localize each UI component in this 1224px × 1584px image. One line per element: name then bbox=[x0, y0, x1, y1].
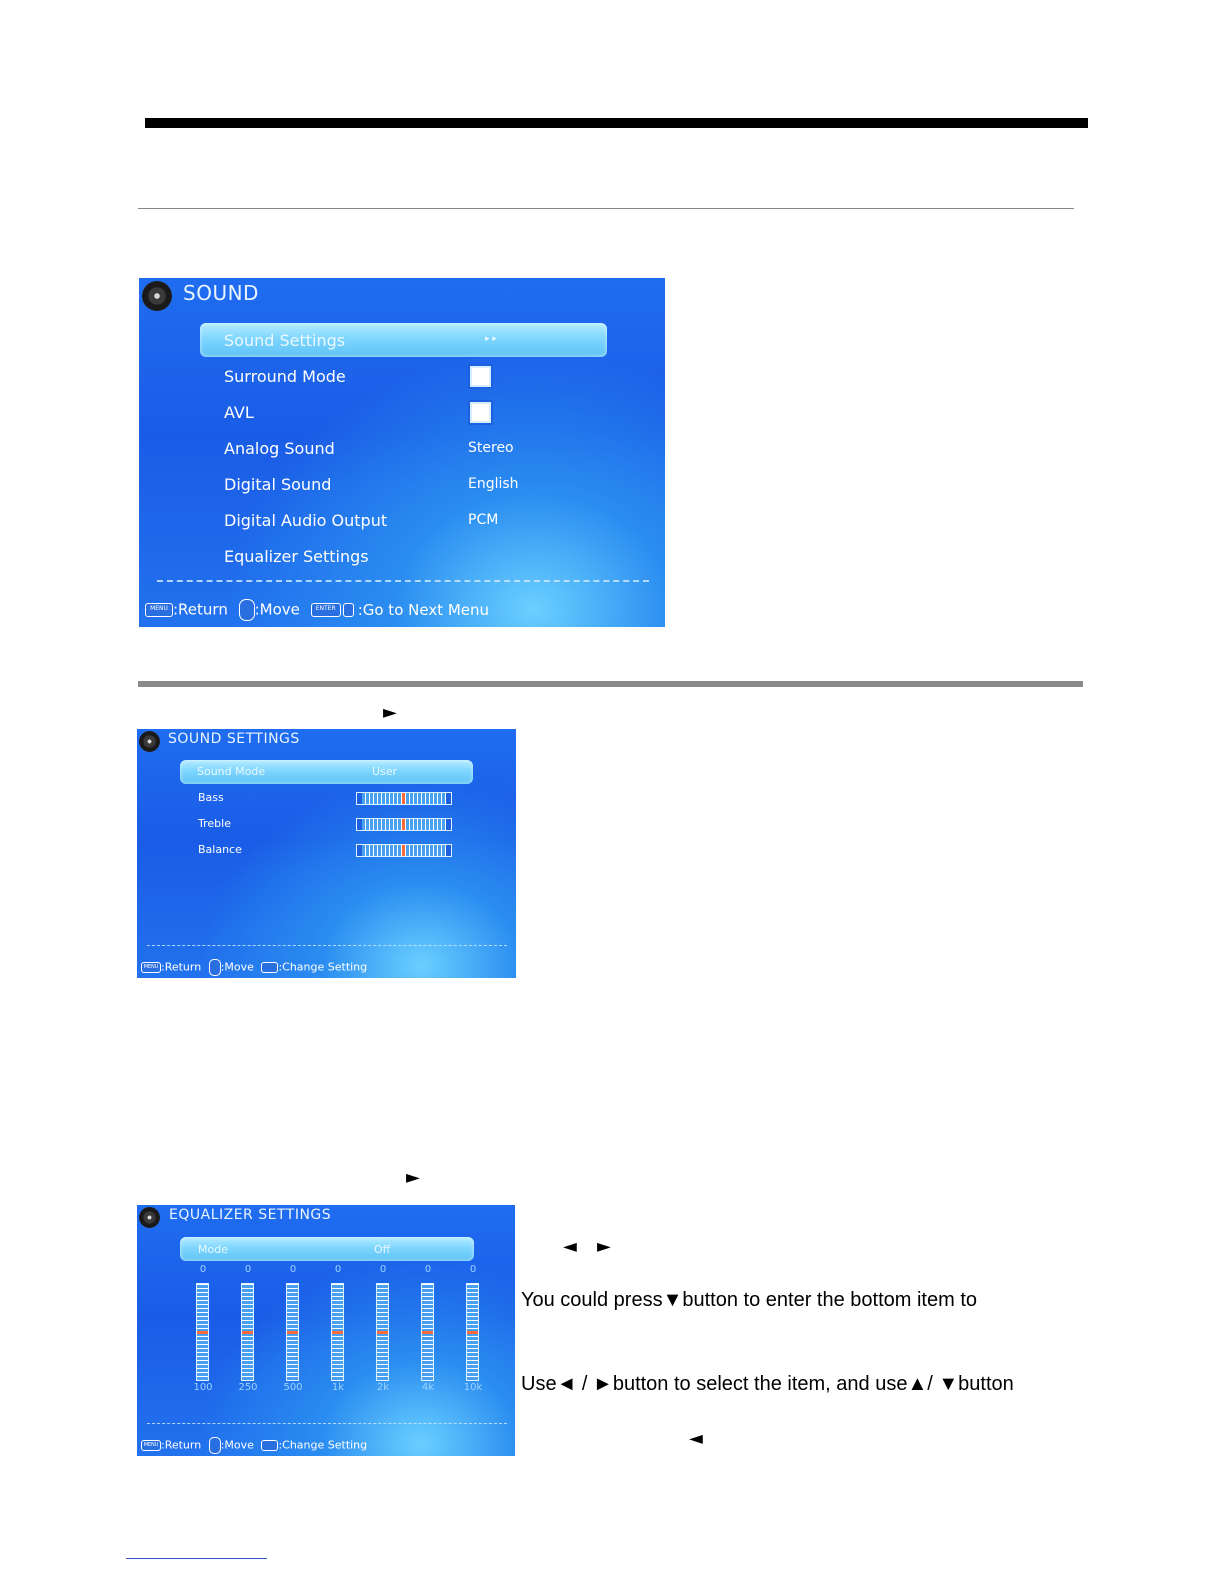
eq-band-knob[interactable] bbox=[377, 1331, 388, 1334]
menu-item-digital-audio-output[interactable]: Digital Audio Output bbox=[224, 511, 388, 530]
menu-key-icon: MENU bbox=[145, 603, 173, 617]
eq-band-knob[interactable] bbox=[242, 1331, 253, 1334]
footnote-rule bbox=[126, 1558, 267, 1559]
eq-band-frequency: 250 bbox=[238, 1382, 258, 1393]
up-down-key-icon bbox=[209, 959, 221, 976]
slider-left-end bbox=[357, 793, 362, 804]
eq-band-value: 0 bbox=[289, 1264, 297, 1275]
eq-band-slider[interactable] bbox=[241, 1283, 254, 1381]
instruction-use-buttons: Use◄ / ►button to select the item, and use▲/ ▼button bbox=[521, 1373, 1014, 1395]
left-right-key-icon bbox=[261, 1440, 278, 1451]
digital-sound-value: English bbox=[468, 476, 519, 492]
eq-band-frequency: 100 bbox=[193, 1382, 213, 1393]
submenu-arrows: ▸ ▸ bbox=[485, 334, 497, 344]
slider-right-end bbox=[446, 793, 451, 804]
menu-item-surround-mode[interactable]: Surround Mode bbox=[224, 367, 346, 386]
eq-band-knob[interactable] bbox=[197, 1331, 208, 1334]
eq-band-frequency: 500 bbox=[283, 1382, 303, 1393]
eq-band-value: 0 bbox=[334, 1264, 342, 1275]
sound-settings-title: SOUND SETTINGS bbox=[168, 731, 300, 747]
footer-change-label: :Change Setting bbox=[278, 960, 368, 974]
footer-return-label: :Return bbox=[161, 1438, 202, 1452]
footer-move-label: :Move bbox=[220, 960, 254, 974]
sound-menu-footer bbox=[145, 599, 489, 621]
analog-sound-value: Stereo bbox=[468, 440, 514, 456]
eq-band-slider[interactable] bbox=[196, 1283, 209, 1381]
left-right-key-icon bbox=[261, 962, 278, 973]
eq-mode-label[interactable]: Mode bbox=[198, 1243, 228, 1256]
speaker-disc-icon bbox=[139, 731, 160, 752]
footer-divider bbox=[157, 580, 649, 582]
menu-item-sound-settings[interactable]: Sound Settings bbox=[224, 331, 346, 350]
sound-menu-screenshot bbox=[139, 278, 665, 627]
bass-label: Bass bbox=[198, 791, 224, 804]
menu-key-icon: MENU bbox=[141, 1440, 161, 1451]
bass-slider[interactable] bbox=[356, 792, 452, 805]
eq-band-value: 0 bbox=[199, 1264, 207, 1275]
up-down-key-icon bbox=[209, 1437, 221, 1454]
balance-slider[interactable] bbox=[356, 844, 452, 857]
eq-band-knob[interactable] bbox=[422, 1331, 433, 1334]
footer-next-label: :Go to Next Menu bbox=[357, 600, 490, 619]
right-arrow-icon: ► bbox=[597, 1236, 611, 1257]
slider-knob[interactable] bbox=[402, 845, 405, 856]
eq-band-frequency: 2k bbox=[376, 1382, 390, 1393]
enter-key-icon: ENTER bbox=[311, 603, 341, 617]
equalizer-screenshot bbox=[137, 1205, 515, 1456]
eq-band-slider[interactable] bbox=[376, 1283, 389, 1381]
eq-band-slider[interactable] bbox=[421, 1283, 434, 1381]
eq-band-knob[interactable] bbox=[467, 1331, 478, 1334]
eq-band-value: 0 bbox=[244, 1264, 252, 1275]
digital-audio-output-value: PCM bbox=[468, 512, 499, 528]
sound-settings-screenshot bbox=[137, 729, 516, 978]
slider-left-end bbox=[357, 819, 362, 830]
eq-band-frequency: 4k bbox=[421, 1382, 435, 1393]
speaker-disc-icon bbox=[142, 281, 172, 311]
eq-band-slider[interactable] bbox=[466, 1283, 479, 1381]
surround-mode-checkbox[interactable] bbox=[470, 366, 491, 387]
eq-band-slider[interactable] bbox=[331, 1283, 344, 1381]
footer-move-label: :Move bbox=[220, 1438, 254, 1452]
sound-menu-title: SOUND bbox=[183, 281, 259, 305]
eq-band-value: 0 bbox=[469, 1264, 477, 1275]
footer-return-label: :Return bbox=[161, 960, 202, 974]
footer-divider bbox=[147, 945, 507, 946]
eq-mode-value: Off bbox=[374, 1243, 391, 1256]
slider-left-end bbox=[357, 845, 362, 856]
treble-label: Treble bbox=[198, 817, 231, 830]
sound-mode-value: User bbox=[372, 765, 398, 778]
thin-divider bbox=[138, 208, 1074, 209]
eq-band-value: 0 bbox=[424, 1264, 432, 1275]
up-down-key-icon bbox=[239, 599, 255, 621]
footer-divider bbox=[147, 1423, 507, 1424]
left-arrow-icon: ◄ bbox=[689, 1428, 703, 1449]
menu-item-equalizer-settings[interactable]: Equalizer Settings bbox=[224, 547, 369, 566]
sound-settings-footer bbox=[141, 959, 367, 976]
avl-checkbox[interactable] bbox=[470, 402, 491, 423]
footer-return-label: :Return bbox=[173, 600, 228, 619]
slider-knob[interactable] bbox=[402, 793, 405, 804]
right-arrow-icon: ► bbox=[383, 702, 397, 723]
equalizer-title: EQUALIZER SETTINGS bbox=[169, 1207, 332, 1223]
eq-band-frequency: 10k bbox=[463, 1382, 483, 1393]
eq-band-knob[interactable] bbox=[287, 1331, 298, 1334]
footer-move-label: :Move bbox=[254, 600, 300, 619]
sound-mode-label[interactable]: Sound Mode bbox=[197, 765, 266, 778]
section-divider bbox=[138, 681, 1083, 687]
slider-right-end bbox=[446, 819, 451, 830]
right-key-icon bbox=[343, 603, 354, 617]
menu-item-digital-sound[interactable]: Digital Sound bbox=[224, 475, 332, 494]
left-arrow-icon: ◄ bbox=[563, 1236, 577, 1257]
eq-band-value: 0 bbox=[379, 1264, 387, 1275]
equalizer-footer bbox=[141, 1437, 367, 1454]
menu-item-analog-sound[interactable]: Analog Sound bbox=[224, 439, 335, 458]
top-heavy-rule bbox=[145, 118, 1088, 128]
speaker-disc-icon bbox=[139, 1207, 160, 1228]
slider-right-end bbox=[446, 845, 451, 856]
balance-label: Balance bbox=[198, 843, 242, 856]
instruction-press-down: You could press▼button to enter the bottom item to bbox=[521, 1289, 977, 1311]
eq-band-slider[interactable] bbox=[286, 1283, 299, 1381]
slider-knob[interactable] bbox=[402, 819, 405, 830]
eq-band-frequency: 1k bbox=[331, 1382, 345, 1393]
menu-key-icon: MENU bbox=[141, 962, 161, 973]
eq-band-knob[interactable] bbox=[332, 1331, 343, 1334]
treble-slider[interactable] bbox=[356, 818, 452, 831]
right-arrow-icon: ► bbox=[406, 1167, 420, 1188]
menu-item-avl[interactable]: AVL bbox=[224, 403, 254, 422]
footer-change-label: :Change Setting bbox=[278, 1438, 368, 1452]
